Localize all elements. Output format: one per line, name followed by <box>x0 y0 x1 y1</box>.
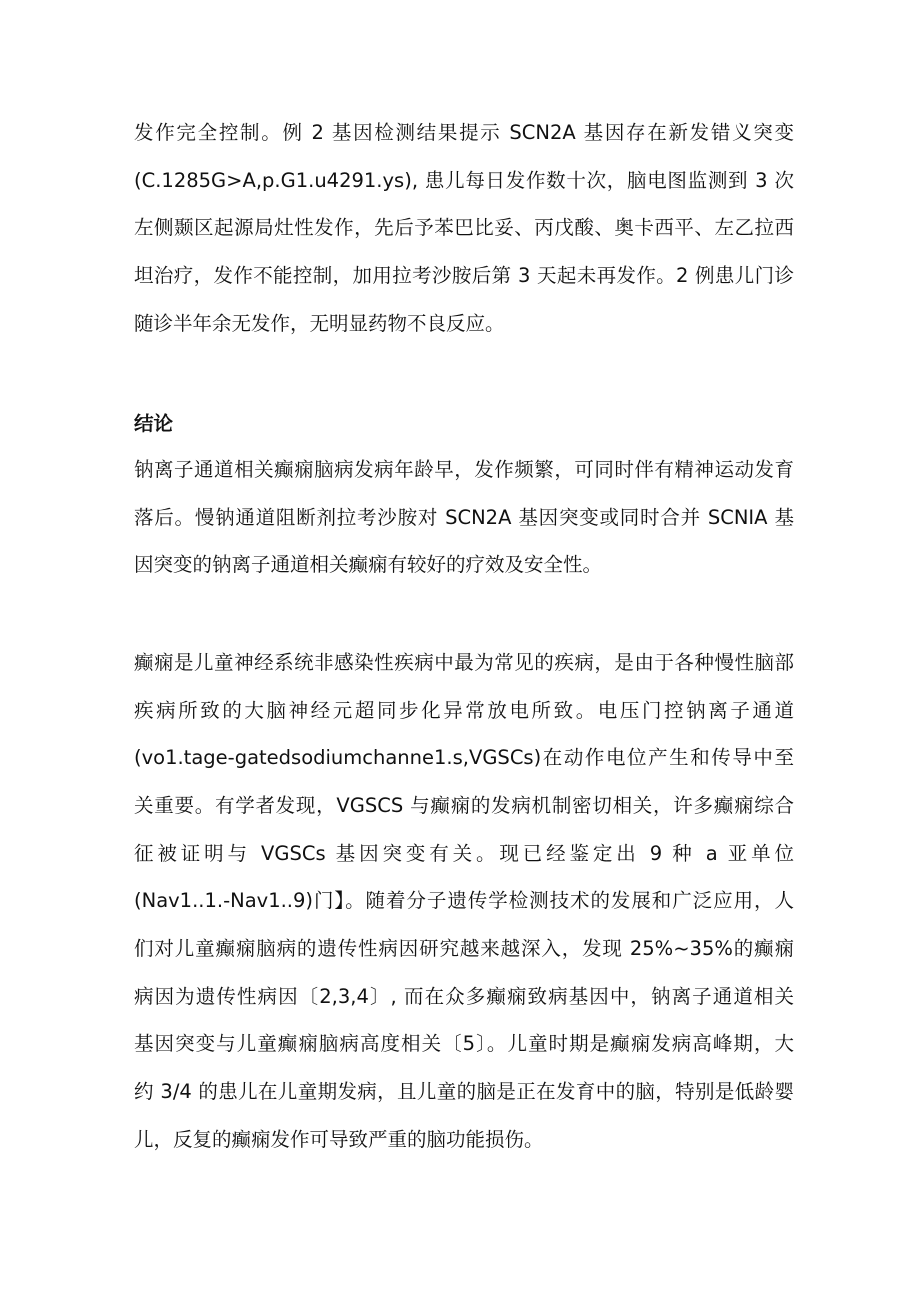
text-line: 发作完全控制。例 2 基因检测结果提示 SCN2A 基因存在新发错义突变 <box>134 121 794 144</box>
text-line: 落后。慢钠通道阻断剂拉考沙胺对 SCN2A 基因突变或同时合并 SCNIA 基 <box>134 506 794 529</box>
text-line: 征被证明与 VGSCs 基因突变有关。现已经鉴定出 9 种 a 亚单位 <box>134 842 794 865</box>
text-line: (Nav1..1.-Nav1..9)门】。随着分子遗传学检测技术的发展和广泛应用，人 <box>134 889 794 912</box>
text-line: 儿，反复的癫痫发作可导致严重的脑功能损伤。 <box>134 1128 544 1151</box>
text-line: 癫痫是儿童神经系统非感染性疾病中最为常见的疾病，是由于各种慢性脑部 <box>134 651 794 674</box>
text-line: 坦治疗，发作不能控制，加用拉考沙胺后第 3 天起未再发作。2 例患儿门诊 <box>134 264 794 287</box>
text-line: 随诊半年余无发作，无明显药物不良反应。 <box>134 312 505 335</box>
text-line: 左侧颞区起源局灶性发作，先后予苯巴比妥、丙戊酸、奥卡西平、左乙拉西 <box>134 216 794 239</box>
text-line: 病因为遗传性病因〔2,3,4〕, 而在众多癫痫致病基因中，钠离子通道相关 <box>134 985 794 1008</box>
text-line: 约 3/4 的患儿在儿童期发病，且儿童的脑是正在发育中的脑，特别是低龄婴 <box>134 1080 794 1103</box>
section-heading-conclusion: 结论 <box>134 412 174 435</box>
text-line: 疾病所致的大脑神经元超同步化异常放电所致。电压门控钠离子通道 <box>134 699 794 722</box>
text-line: 关重要。有学者发现，VGSCS 与癫痫的发病机制密切相关，许多癫痫综合 <box>134 794 794 817</box>
text-line: (vo1.tage-gatedsodiumchanne1.s,VGSCs)在动作电位产生和传导中至 <box>134 746 794 769</box>
text-line: 钠离子通道相关癫痫脑病发病年龄早，发作频繁，可同时伴有精神运动发育 <box>134 458 794 481</box>
text-line: (C.1285G>A,p.G1.u4291.ys), 患儿每日发作数十次，脑电图监测到 3 次 <box>134 169 794 192</box>
text-line: 因突变的钠离子通道相关癫痫有较好的疗效及安全性。 <box>134 553 603 576</box>
text-line: 们对儿童癫痫脑病的遗传性病因研究越来越深入，发现 25%~35%的癫痫 <box>134 937 794 960</box>
text-line: 基因突变与儿童癫痫脑病高度相关〔5〕。儿童时期是癫痫发病高峰期，大 <box>134 1032 794 1055</box>
